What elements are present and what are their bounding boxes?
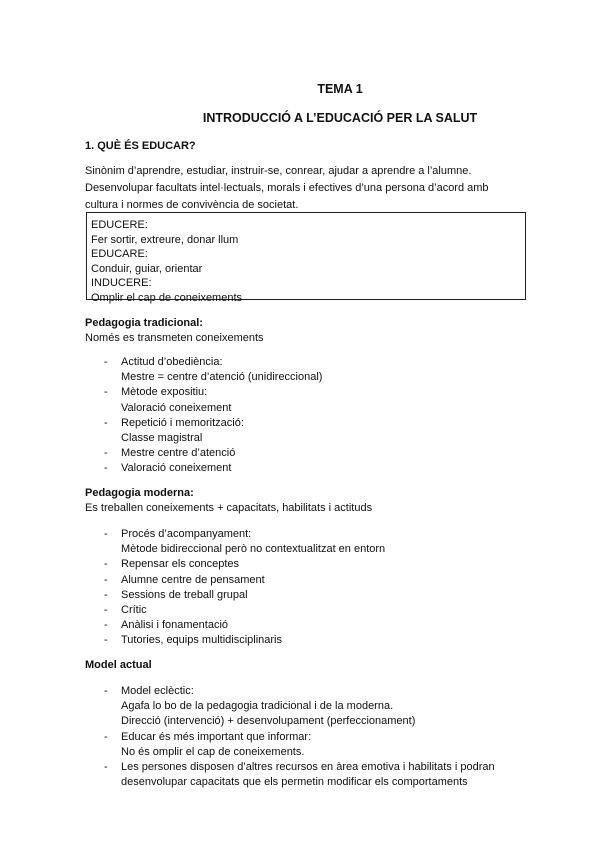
list-item: - Crític xyxy=(100,603,385,618)
document-title: TEMA 1 xyxy=(317,82,363,96)
list-item: - Alumne centre de pensament xyxy=(100,573,385,588)
current-heading: Model actual xyxy=(85,659,152,671)
list-item: - Les persones disposen d’altres recursos en àrea emotiva i habilitats i podran desenvolupar capacitats que els permetin modificar els comportaments xyxy=(100,760,495,790)
list-item: - Tutories, equips multidisciplinaris xyxy=(100,633,385,648)
box-line: Omplir el cap de coneixements xyxy=(91,291,243,304)
list-item: - Sessions de treball grupal xyxy=(100,588,385,603)
section1-heading: 1. QUÈ ÉS EDUCAR? xyxy=(85,140,196,152)
box-line: EDUCERE: xyxy=(91,219,148,231)
modern-intro: Es treballen coneixements + capacitats, habilitats i actituds xyxy=(85,502,373,514)
current-list xyxy=(100,684,495,790)
etymology-box xyxy=(86,212,526,304)
box-line: Fer sortir, extreure, donar llum xyxy=(91,233,239,246)
list-item: - Procés d’acompanyament: Mètode bidireccional però no contextualitzat en entorn xyxy=(100,527,385,557)
document-subtitle: INTRODUCCIÓ A L’EDUCACIÓ PER LA SALUT xyxy=(202,111,478,125)
paragraph-line: Desenvolupar facultats intel·lectuals, morals i efectives d’una persona d’acord amb xyxy=(85,182,489,194)
list-item: - Anàlisi i fonamentació xyxy=(100,618,385,633)
list-item: - Mètode expositiu: Valoració coneixement xyxy=(100,385,322,415)
traditional-intro: Només es transmeten coneixements xyxy=(85,332,264,344)
modern-list xyxy=(100,527,385,649)
list-item: - Educar és més important que informar: No és omplir el cap de coneixements. xyxy=(100,730,495,760)
paragraph-line: Sinònim d’aprendre, estudiar, instruir-se, conrear, ajudar a aprendre a l’alumne. xyxy=(85,165,472,177)
traditional-list xyxy=(100,355,322,477)
list-item: - Actitud d’obediència: Mestre = centre d’atenció (unidireccional) xyxy=(100,355,322,385)
paragraph-line: cultura i normes de convivència de societat. xyxy=(85,199,299,211)
list-item: - Valoració coneixement xyxy=(100,461,322,476)
box-line: INDUCERE: xyxy=(91,277,152,290)
section1-paragraph xyxy=(85,163,489,214)
traditional-heading: Pedagogia tradicional: xyxy=(85,317,203,329)
box-line: EDUCARE: xyxy=(91,248,148,261)
list-item: - Model eclèctic: Agafa lo bo de la pedagogia tradicional i de la moderna. Direcció (intervenció) + desenvolupament (perfeccionament) xyxy=(100,684,495,730)
list-item: - Repetició i memorització: Classe magistral xyxy=(100,416,322,446)
box-line: Conduir, guiar, orientar xyxy=(91,262,203,275)
list-item: - Repensar els conceptes xyxy=(100,557,385,572)
modern-heading: Pedagogia moderna: xyxy=(85,487,194,499)
list-item: - Mestre centre d’atenció xyxy=(100,446,322,461)
